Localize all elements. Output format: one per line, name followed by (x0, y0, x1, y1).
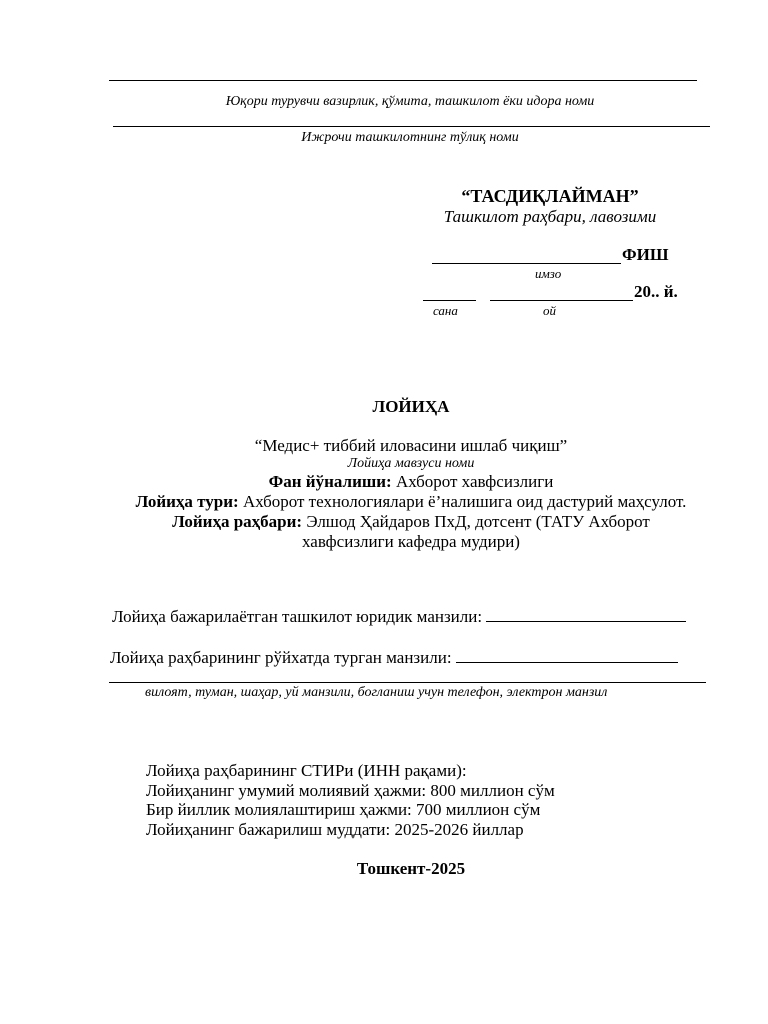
leader-value-line1: Элшод Ҳайдаров ПхД, дотсент (ТАТУ Ахборот (302, 512, 650, 531)
project-title-caption: Лойиҳа мавзуси номи (347, 456, 475, 471)
project-title: “Медис+ тиббий иловасини ишлаб чиқиш” (254, 436, 568, 455)
leader-row (111, 512, 711, 532)
project-heading: ЛОЙИҲА (372, 397, 450, 416)
day-line (423, 300, 476, 301)
field-row (111, 472, 711, 492)
signature-line (432, 263, 621, 264)
type-row (91, 492, 731, 512)
leader-address-row (110, 648, 678, 668)
type-value: Ахборот технологиялари ё’налишига оид дастурий маҳсулот. (238, 492, 687, 511)
field-value: Ахборот хавфсизлиги (391, 472, 554, 491)
address-line (109, 682, 706, 683)
organization-line (113, 126, 710, 127)
fio-label: ФИШ (622, 245, 669, 264)
month-line (490, 300, 633, 301)
legal-address-label: Лойиҳа бажарилаётган ташкилот юридик манзили: (112, 607, 483, 626)
total-budget-line: Лойиҳанинг умумий молиявий ҳажми: 800 миллион сўм (146, 781, 555, 800)
year-suffix: 20.. й. (634, 282, 678, 301)
date-caption: сана (433, 303, 458, 318)
month-caption: ой (543, 303, 556, 318)
leader-label: Лойиҳа раҳбари: (172, 512, 303, 531)
leader-address-label: Лойиҳа раҳбарининг рўйхатда турган манзили: (110, 648, 452, 667)
leader-value-line2: хавфсизлиги кафедра мудири) (302, 532, 520, 551)
legal-address-row (112, 607, 686, 627)
legal-address-line (486, 621, 686, 622)
annual-budget-line: Бир йиллик молиялаштириш ҳажми: 700 миллион сўм (146, 800, 541, 819)
approval-title: “ТАСДИҚЛАЙМАН” (461, 186, 639, 206)
city-year: Тошкент-2025 (356, 859, 466, 878)
duration-line: Лойиҳанинг бажарилиш муддати: 2025-2026 йиллар (146, 820, 524, 839)
approval-position: Ташкилот раҳбари, лавозими (443, 207, 657, 226)
ministry-line (109, 80, 697, 81)
signature-caption: имзо (535, 266, 562, 281)
tin-line: Лойиҳа раҳбарининг СТИРи (ИНН рақами): (146, 761, 467, 780)
field-label: Фан йўналиши: (268, 472, 392, 491)
leader-address-line (456, 662, 678, 663)
ministry-caption: Юқори турувчи вазирлик, қўмита, ташкилот ёки идора номи (225, 94, 595, 109)
type-label: Лойиҳа тури: (135, 492, 239, 511)
organization-caption: Ижрочи ташкилотнинг тўлиқ номи (301, 130, 519, 145)
address-caption: вилоят, туман, шаҳар, уй манзили, богланиш учун телефон, электрон манзил (145, 685, 608, 700)
